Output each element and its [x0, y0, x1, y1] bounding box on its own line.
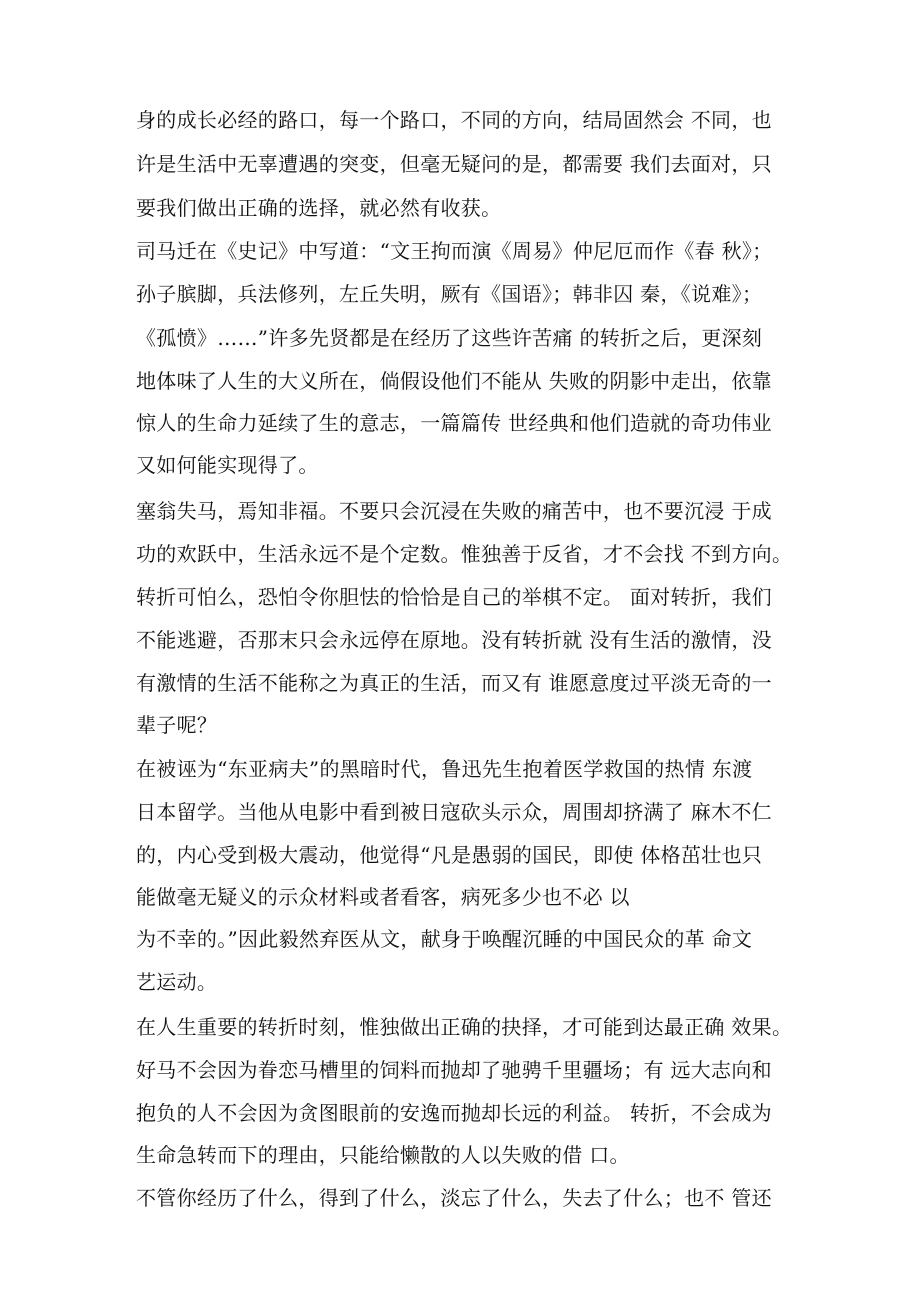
text-line: 能做毫无疑义的示众材料或者看客，病死多少也不必 以 — [136, 885, 630, 909]
text-line: 有激情的生活不能称之为真正的生活，而又有 谁愿意度过平淡无奇的一 — [136, 671, 772, 695]
text-line: 不能逃避，否那末只会永远停在原地。没有转折就 没有生活的激情，没 — [136, 628, 772, 652]
text-line: 孙子膑脚，兵法修列，左丘失明，厥有《国语》；韩非囚 秦，《说难》； — [136, 282, 763, 306]
text-line: 在人生重要的转折时刻，惟独做出正确的抉择，才可能到达最正确 效果。 — [136, 1015, 793, 1039]
text-line: 许是生活中无辜遭遇的突变，但毫无疑问的是，都需要 我们去面对，只 — [136, 152, 772, 176]
text-line: 身的成长必经的路口，每一个路口，不同的方向，结局固然会 不同，也 — [136, 108, 772, 132]
text-line: 地体味了人生的大义所在，倘假设他们不能从 失败的阴影中走出，依靠 — [136, 369, 772, 393]
text-line: 的，内心受到极大震动，他觉得“凡是愚弱的国民，即使 体格茁壮也只 — [136, 843, 763, 867]
text-line: 塞翁失马，焉知非福。不要只会沉浸在失败的痛苦中，也不要沉浸 于成 — [136, 499, 772, 523]
text-line: 转折可怕么，恐怕令你胆怯的恰恰是自己的举棋不定。 面对转折，我们 — [136, 585, 772, 609]
text-line: 司马迁在《史记》中写道：“文王拘而演《周易》仲尼厄而作《春 秋》； — [136, 239, 773, 263]
text-line: 生命急转而下的理由，只能给懒散的人以失败的借 口。 — [136, 1143, 630, 1167]
text-line: 在被诬为“东亚病夫”的黑暗时代，鲁迅先生抱着医学救国的热情 东渡 — [136, 757, 753, 781]
text-line: 又如何能实现得了。 — [136, 453, 319, 477]
text-line: 《孤愤》……”许多先贤都是在经历了这些许苦痛 的转折之后，更深刻 — [136, 326, 763, 350]
text-line: 不管你经历了什么，得到了什么，淡忘了什么，失去了什么；也不 管还 — [136, 1186, 772, 1210]
text-line: 辈子呢？ — [136, 713, 218, 737]
text-line: 要我们做出正确的选择，就必然有收获。 — [136, 196, 502, 220]
text-line: 惊人的生命力延续了生的意志，一篇篇传 世经典和他们造就的奇功伟业 — [136, 411, 772, 435]
text-line: 日本留学。当他从电影中看到被日寇砍头示众，周围却挤满了 麻木不仁 — [136, 800, 772, 824]
text-line: 好马不会因为眷恋马槽里的饲料而抛却了驰骋千里疆场；有 远大志向和 — [136, 1058, 772, 1082]
text-line: 艺运动。 — [136, 970, 218, 994]
text-line: 抱负的人不会因为贪图眼前的安逸而抛却长远的利益。 转折，不会成为 — [136, 1101, 772, 1125]
text-line: 功的欢跃中，生活永远不是个定数。惟独善于反省，才不会找 不到方向。 — [136, 542, 793, 566]
text-line: 为不幸的。”因此毅然弃医从文，献身于唤醒沉睡的中国民众的革 命文 — [136, 927, 753, 951]
